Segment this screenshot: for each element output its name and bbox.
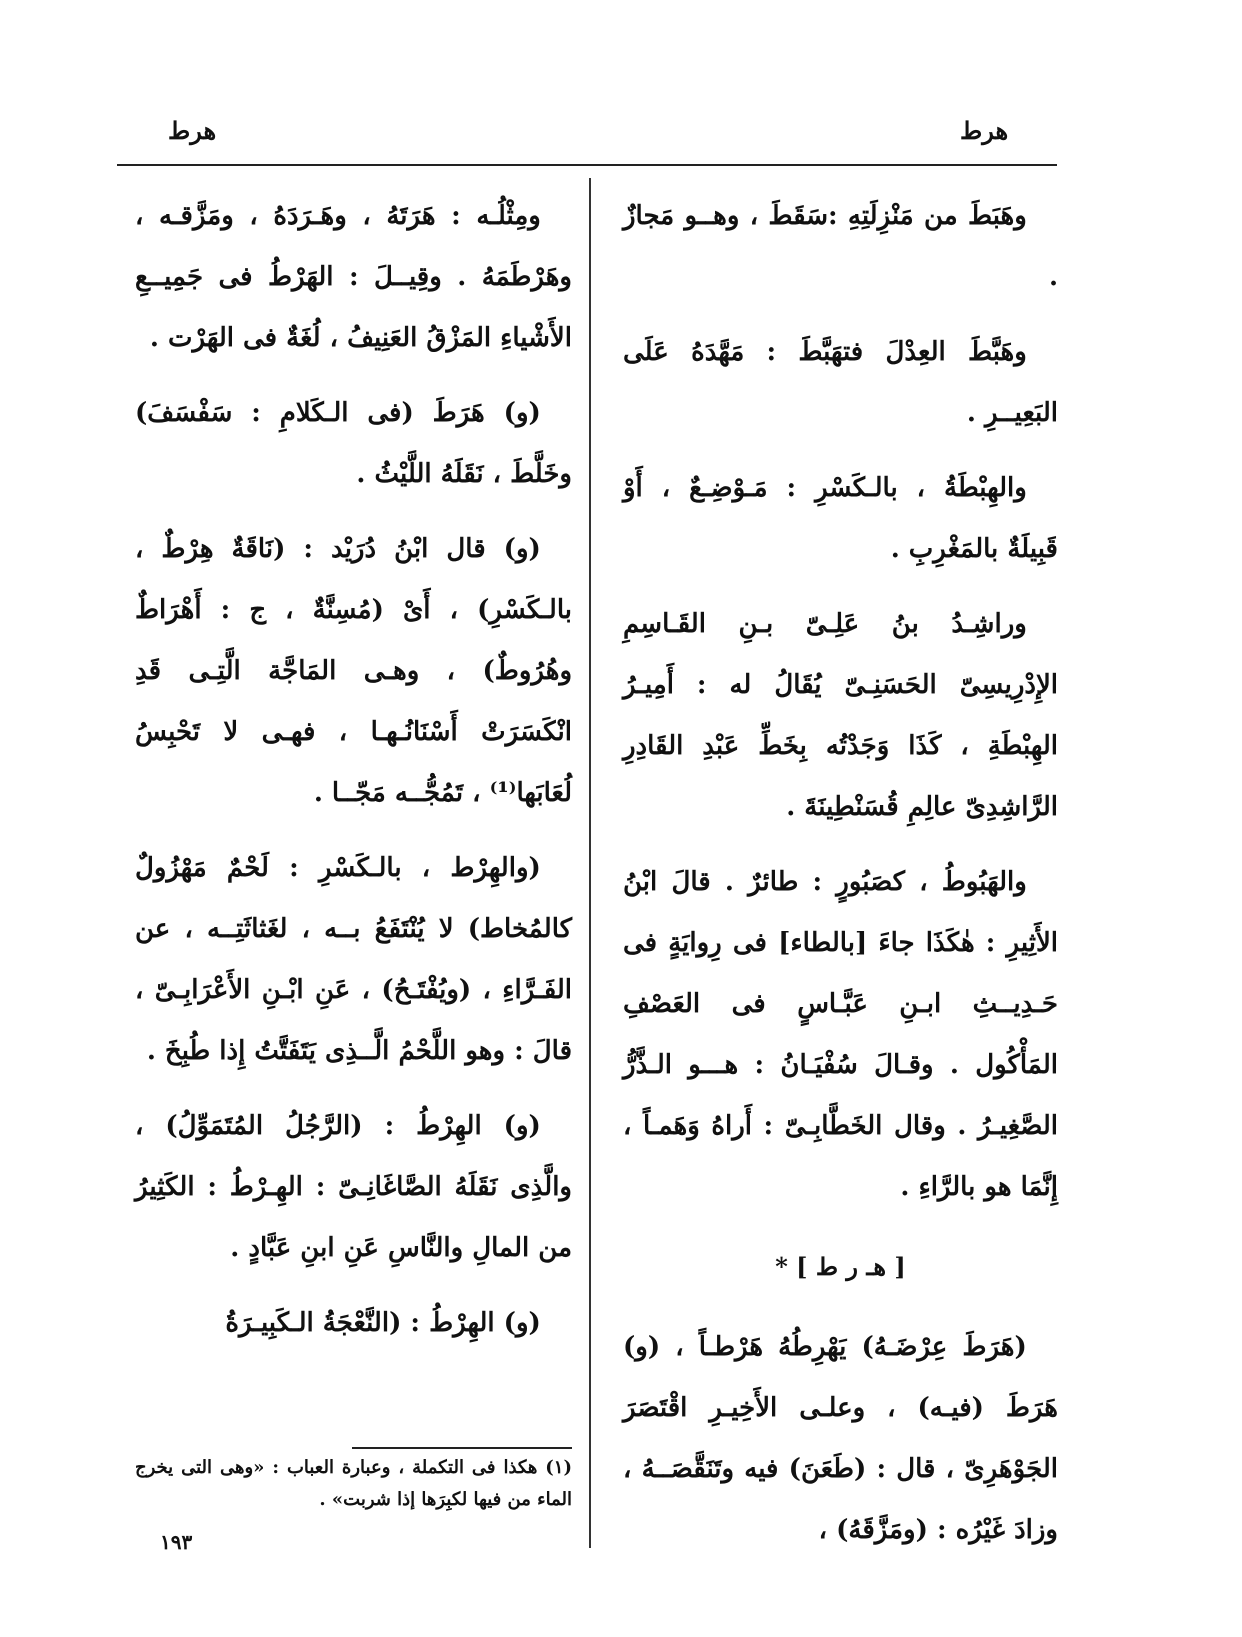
- entry-paragraph: والهَبُوطُ ، كصَبُورٍ : طائرٌ . قالَ ابْنُ الأَثِيرِ : هٰكَذَا جاءَ [بالطاء] فى رِوايَةٍ فى حَـدِيــثِ ابـنِ عَبَّـاسٍ فى العَصْفِ المَأْكُول . وقـالَ سُفْيَـانُ : هـــو الـذَّرُّ الصَّغِيـرُ . وقال الخَطَّابِـىّ : أَراهُ وَهَمـاً ، إِنَّمَا هو بالرَّاءِ .: [623, 867, 1058, 1202]
- entry-paragraph: (و) قال ابْنُ دُرَيْد : (نَاقَةٌ هِرْطٌ ، بالـكَسْرِ) ، أَىْ (مُسِنَّةٌ ، ج : أَهْرَاطٌ وهُرُوطٌ) ، وهـى المَاجَّة الَّتِـى قَدِ انْكَسَرَتْ أَسْنَانُـهـا ، فهـى لا تَحْبِسُ لُعَابَها⁽¹⁾ ، تَمُجُّــه مَجّــا .: [135, 534, 572, 808]
- right-column: [623, 186, 1058, 1575]
- column-divider: [589, 178, 591, 1548]
- entry-paragraph: وهَبَطَ من مَنْزِلَتِهِ :سَقَطَ ، وهــو مَجازٌ .: [623, 201, 1058, 292]
- entry-paragraph: وراشِـدُ بنُ عَلِـىّ بـنِ القَـاسِمِ الإِدْرِيسِىّ الحَسَنِـىّ يُقَالُ له : أَمِيـرُ الهِبْطَةِ ، كَذَا وَجَدْتُه بِخَطِّ عَبْدِ القَادِرِ الرَّاشِدِىّ عالِمِ قُسَنْطِينَةَ .: [623, 609, 1058, 822]
- entry-paragraph: (و) الهِرْطُ : (النَّعْجَةُ الـكَبِيـرَةُ: [225, 1308, 541, 1338]
- entry-paragraph: والهِبْطَةُ ، بالـكَسْرِ : مَـوْضِـعٌ ، أَوْ قَبِيلَةٌ بالمَغْرِبِ .: [623, 473, 1058, 564]
- header-rule: [117, 164, 1057, 166]
- entry-paragraph: (و) الهِرْطُ : (الرَّجُلُ المُتَمَوِّلُ) ، والَّذِى نَقَلَهُ الصَّاغَانِـىّ : الهِـرْطُ : الكَثِيرُ من المالِ والنَّاسِ عَنِ ابنِ عَبَّادٍ .: [135, 1111, 572, 1263]
- entry-paragraph: (هَرَطَ عِرْضَـهُ) يَهْرِطُهُ هَرْطـاً ، (و) هَرَطَ (فيـه) ، وعلـى الأَخِيـرِ اقْتَصَرَ الجَوْهَرِىّ ، قال : (طَعَنَ) فيه وتَنَقَّصَــهُ ، وزادَ غَيْرُه : (ومَزَّقَهُ) ،: [623, 1332, 1058, 1545]
- running-head-left: هرط: [168, 116, 217, 145]
- running-head-right: هرط: [960, 116, 1009, 145]
- entry-paragraph: وهَبَّطَ العِدْلَ فتهَبَّطَ : مَهَّدَهُ عَلَى البَعِيــرِ .: [623, 337, 1058, 428]
- entry-paragraph: (والهِرْط ، بالـكَسْرِ : لَحْمٌ مَهْزُولٌ كالمُخاط) لا يُنْتَفَعُ بــه ، لغَثاثَتِــه ، عن الفَـرَّاءِ ، (ويُفْتَـحُ) ، عَنِ ابْـنِ الأَعْرَابِـىّ ، قالَ : وهو اللَّحْمُ الَّــذِى يَتَفَتَّتُ إِذا طُبِخَ .: [135, 853, 572, 1066]
- entry-paragraph: ومِثْلُـه : هَرَتَهُ ، وهَـرَدَهُ ، ومَزَّقـه ، وهَرْطَمَهُ . وقِيــلَ : الهَرْطُ فى جَمِيــعِ الأَشْياءِ المَزْقُ العَنِيفُ ، لُغَةٌ فى الهَرْت .: [135, 201, 572, 353]
- footnote-rule: [352, 1447, 572, 1449]
- footnote: (١) هكذا فى التكملة ، وعبارة العباب : «وهى التى يخرج الماء من فيها لكبِرَها إذا شربت» .: [135, 1457, 572, 1510]
- page-number: ١٩٣: [160, 1530, 193, 1554]
- entry-paragraph: (و) هَرَطَ (فى الـكَلامِ : سَفْسَفَ) وخَلَّطَ ، نَقَلَهُ اللَّيْثُ .: [135, 398, 572, 489]
- left-column: [135, 186, 572, 1368]
- root-heading: [ هـ ر ط ] *: [775, 1252, 906, 1281]
